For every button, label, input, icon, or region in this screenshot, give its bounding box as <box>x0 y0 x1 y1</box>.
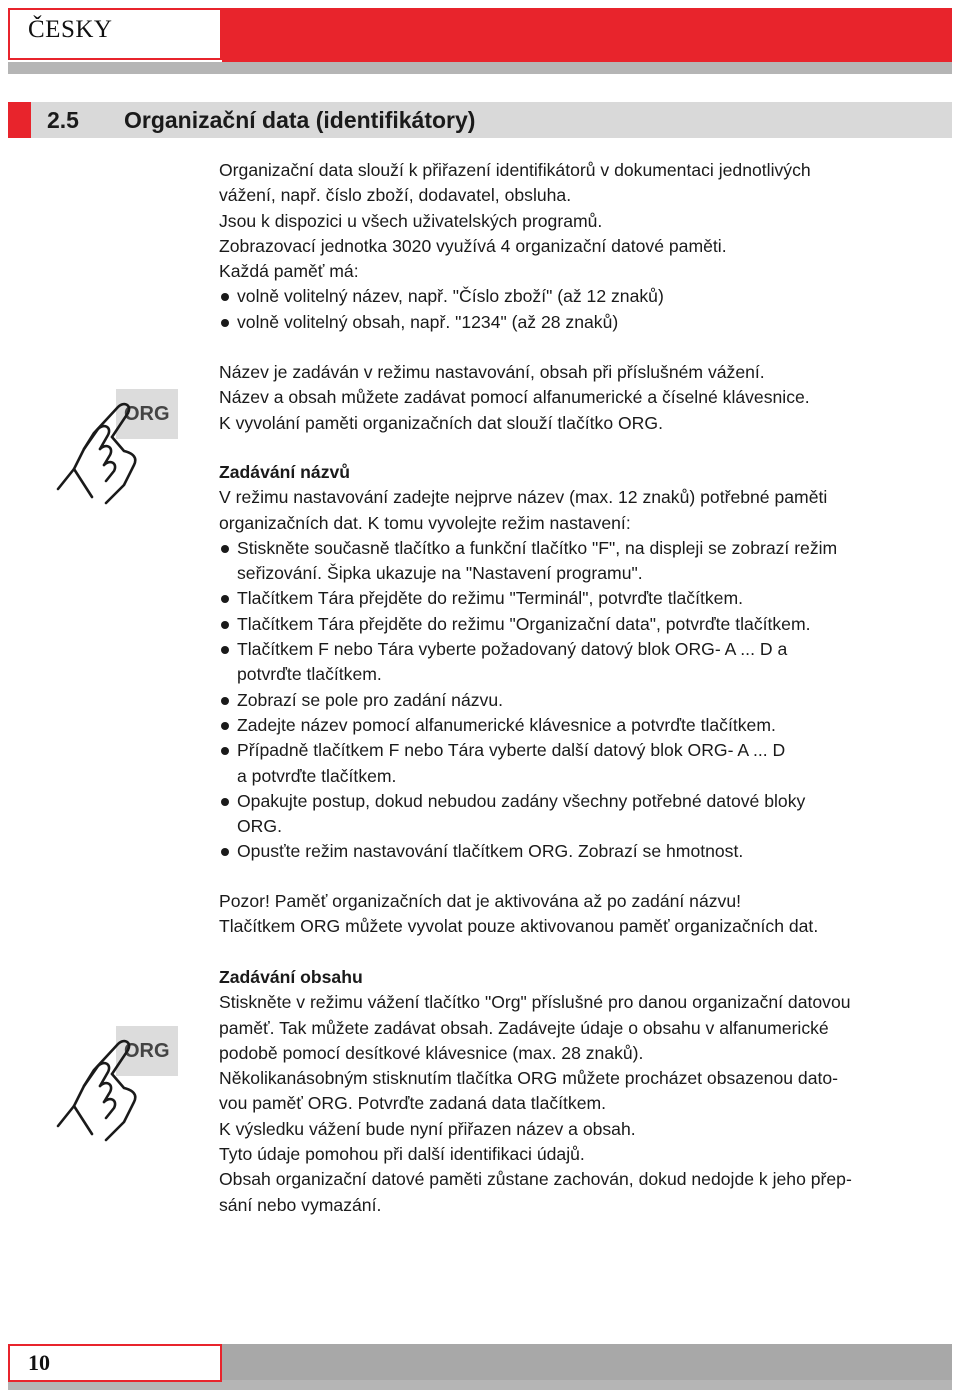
header-red-band <box>222 8 952 62</box>
intro-bullet: volně volitelný název, např. "Číslo zboží" (až 12 znaků) <box>219 284 954 309</box>
intro-block <box>219 158 954 335</box>
content-entry-line: Obsah organizační datové paměti zůstane zachován, dokud nedojde k jeho přep- <box>219 1169 852 1190</box>
note-line: Tlačítkem ORG můžete vyvolat pouze aktivovanou paměť organizačních dat. <box>219 916 819 937</box>
name-entry-bullet: Zadejte název pomocí alfanumerické klávesnice a potvrďte tlačítkem. <box>219 713 954 738</box>
org-key-label: ORG <box>124 1040 170 1062</box>
pressing-hand-icon <box>54 393 160 509</box>
content-entry-line: vou paměť ORG. Potvrďte zadaná data tlačítkem. <box>219 1093 607 1114</box>
info-line: Název a obsah můžete zadávat pomocí alfanumerické a číselné klávesnice. <box>219 387 810 408</box>
info-line: K vyvolání paměti organizačních dat slouží tlačítko ORG. <box>219 412 663 433</box>
name-entry-line: organizačních dat. K tomu vyvolejte režim nastavení: <box>219 512 631 533</box>
name-entry-bullet: Tlačítkem Tára přejděte do režimu "Organizační data", potvrďte tlačítkem. <box>219 612 954 637</box>
name-entry-bullet: Opakujte postup, dokud nebudou zadány všechny potřebné datové bloky ORG. <box>219 789 954 840</box>
section-number: 2.5 <box>47 107 79 133</box>
name-entry-bullet: Případně tlačítkem F nebo Tára vyberte další datový blok ORG- A ... D a potvrďte tlačítkem. <box>219 738 954 789</box>
org-key-label: ORG <box>124 403 170 425</box>
content-entry-line: Stiskněte v režimu vážení tlačítko "Org" příslušné pro danou organizační datovou <box>219 992 851 1013</box>
name-entry-block <box>219 460 954 865</box>
note-block <box>219 889 954 940</box>
header-language: ČESKY <box>28 16 113 43</box>
content-entry-heading: Zadávání obsahu <box>219 967 363 987</box>
intro-line: Jsou k dispozici u všech uživatelských programů. <box>219 210 603 231</box>
footer-gray-band <box>222 1344 952 1380</box>
intro-line: Každá paměť má: <box>219 261 359 282</box>
name-entry-bullet: Stiskněte současně tlačítko a funkční tlačítko "F", na displeji se zobrazí režim seřizování. Šipka ukazuje na "Nastavení programu". <box>219 536 954 587</box>
section-marker <box>8 102 31 138</box>
header-shadow-band <box>8 62 952 74</box>
name-entry-bullet: Tlačítkem F nebo Tára vyberte požadovaný datový blok ORG- A ... D a potvrďte tlačítkem. <box>219 637 954 688</box>
content-entry-line: paměť. Tak můžete zadávat obsah. Zadávejte údaje o obsahu v alfanumerické <box>219 1017 829 1038</box>
pressing-hand-icon <box>54 1030 160 1146</box>
content-entry-line: podobě pomocí desítkové klávesnice (max. 28 znaků). <box>219 1042 644 1063</box>
page-number: 10 <box>28 1350 50 1375</box>
content-entry-block <box>219 965 954 1218</box>
section-title: Organizační data (identifikátory) <box>124 107 476 133</box>
info-block <box>219 360 954 436</box>
name-entry-bullet: Zobrazí se pole pro zadání názvu. <box>219 688 954 713</box>
name-entry-heading: Zadávání názvů <box>219 462 351 482</box>
name-entry-line: V režimu nastavování zadejte nejprve název (max. 12 znaků) potřebné paměti <box>219 487 828 508</box>
intro-line: vážení, např. číslo zboží, dodavatel, obsluha. <box>219 185 572 206</box>
info-line: Název je zadáván v režimu nastavování, obsah při příslušném vážení. <box>219 362 765 382</box>
intro-bullet: volně volitelný obsah, např. "1234" (až 28 znaků) <box>219 310 954 335</box>
intro-line: Organizační data slouží k přiřazení identifikátorů v dokumentaci jednotlivých <box>219 160 811 180</box>
name-entry-bullet: Tlačítkem Tára přejděte do režimu "Terminál", potvrďte tlačítkem. <box>219 586 954 611</box>
note-line: Pozor! Paměť organizačních dat je aktivována až po zadání názvu! <box>219 891 742 911</box>
content-entry-line: Tyto údaje pomohou při další identifikaci údajů. <box>219 1144 585 1165</box>
content-entry-line: K výsledku vážení bude nyní přiřazen název a obsah. <box>219 1118 636 1139</box>
name-entry-bullet: Opusťte režim nastavování tlačítkem ORG. Zobrazí se hmotnost. <box>219 839 954 864</box>
intro-line: Zobrazovací jednotka 3020 využívá 4 organizační datové paměti. <box>219 235 727 256</box>
content-entry-line: sání nebo vymazání. <box>219 1194 382 1215</box>
content-entry-line: Několikanásobným stisknutím tlačítka ORG můžete procházet obsazenou dato- <box>219 1068 839 1089</box>
